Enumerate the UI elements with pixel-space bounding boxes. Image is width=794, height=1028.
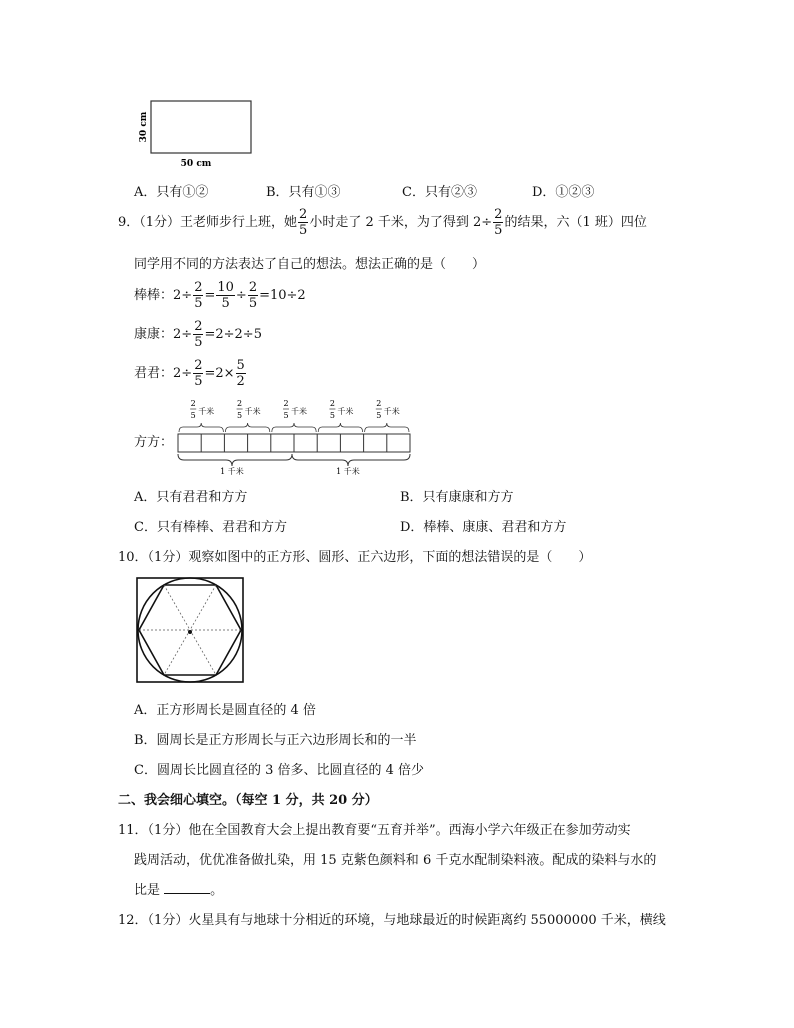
segment-unit-label: 千米 (337, 407, 354, 416)
segment-fraction-numerator: 2 (190, 399, 196, 408)
segment-fraction-denominator: 5 (376, 411, 382, 420)
segment-fraction-numerator: 2 (376, 399, 382, 408)
q12-line1: 12．（1分）火星具有与地球十分相近的环境，与地球最近的时候距离约 55000000 千米，横线 (118, 913, 666, 928)
q10-option-a: A．正方形周长是圆直径的 4 倍 (134, 703, 316, 718)
q9-junjun: 君君：2÷ $\frac{2}{5}$ =2× $\frac{5}{2}$ (134, 358, 245, 389)
q10-stem: 10．（1分）观察如图中的正方形、圆形、正六边形，下面的想法错误的是（ ） (118, 550, 592, 565)
segment-fraction-denominator: 5 (237, 411, 243, 420)
q9-option-a: A．只有君君和方方 (134, 490, 248, 505)
km-label-right: 1 千米 (336, 467, 360, 476)
q9-option-c: C．只有棒棒、君君和方方 (134, 520, 287, 535)
q9-bangbang: 棒棒：2÷ $\frac{2}{5}$ = $\frac{10}{5}$ ÷ $\frac{2}{5}$ =10÷2 (134, 280, 306, 311)
segment-fraction-numerator: 2 (237, 399, 243, 408)
q9-stem-line1: 9．（1分）王老师步行上班，她 $\frac{2}{5}$ 小时走了 2 千米，为了得到 2÷ $\frac{2}{5}$ 的结果，六（1 班）四位 (118, 207, 647, 238)
group-brace (318, 423, 362, 432)
q8-option-c: C．只有②③ (402, 185, 477, 200)
q11-line3: 比是 。 (134, 883, 224, 898)
segment-fraction-denominator: 5 (190, 411, 196, 420)
q9-stem-line2: 同学用不同的方法表达了自己的想法。想法正确的是（ ） (134, 257, 486, 272)
q11-line2: 践周活动，优优准备做扎染，用 15 克紫色颜料和 6 千克水配制染料液。配成的染料与水的 (134, 853, 657, 868)
q8-option-d: D．①②③ (532, 185, 595, 200)
q9-kangkang: 康康：2÷ $\frac{2}{5}$ =2÷2÷5 (134, 319, 262, 350)
q8-option-a: A．只有①② (134, 185, 209, 200)
segment-fraction-numerator: 2 (283, 399, 289, 408)
fraction: $\frac{2}{5}$ (494, 207, 503, 238)
rect-width-label: 50 cm (180, 159, 212, 169)
q10-option-c: C．圆周长比圆直径的 3 倍多、比圆直径的 4 倍少 (134, 763, 425, 778)
section-heading: 二、我会细心填空。（每空 1 分，共 20 分） (118, 793, 378, 808)
segment-bar-diagram (174, 396, 414, 478)
fraction: $\frac{2}{5}$ (299, 207, 308, 238)
center-dot (188, 630, 192, 634)
group-brace (179, 423, 223, 432)
segment-unit-label: 千米 (198, 407, 215, 416)
q9-fangfang-label: 方方： (134, 435, 174, 450)
q10-option-b: B．圆周长是正方形周长与正六边形周长和的一半 (134, 733, 417, 748)
segment-unit-label: 千米 (244, 407, 261, 416)
segment-fraction-denominator: 5 (283, 411, 289, 420)
rectangle-figure (136, 96, 256, 172)
q8-option-b: B．只有①③ (266, 185, 341, 200)
group-brace (365, 423, 409, 432)
segment-unit-label: 千米 (291, 407, 307, 416)
km-label-left: 1 千米 (220, 467, 244, 476)
group-brace (225, 423, 269, 432)
segment-fraction-numerator: 2 (329, 399, 335, 408)
segment-fraction-denominator: 5 (329, 411, 335, 420)
group-brace (272, 423, 316, 432)
rect-height-label: 30 cm (139, 111, 149, 143)
square-circle-hexagon-figure (134, 575, 246, 685)
answer-blank[interactable] (164, 881, 210, 894)
q9-option-b: B．只有康康和方方 (400, 490, 514, 505)
q9-option-d: D．棒棒、康康、君君和方方 (400, 520, 567, 535)
segment-unit-label: 千米 (383, 407, 400, 416)
q11-line1: 11．（1分）他在全国教育大会上提出教育要“五育并举”。西海小学六年级正在参加劳动实 (118, 823, 631, 838)
